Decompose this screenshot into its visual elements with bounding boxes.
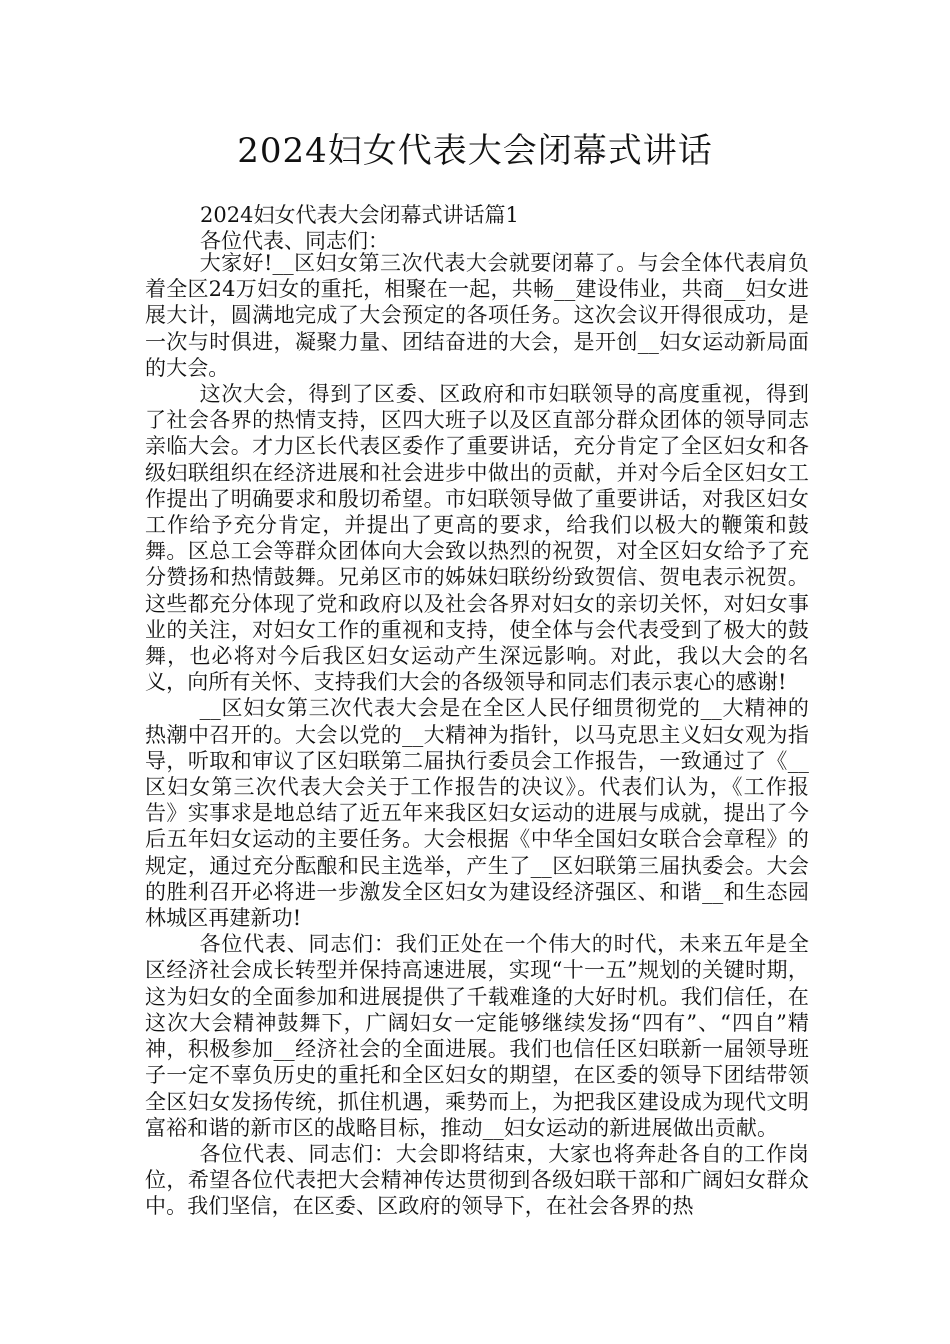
speech-body (145, 250, 809, 1220)
paragraph-1: 大家好!__区妇女第三次代表大会就要闭幕了。与会全体代表肩负着全区24万妇女的重托，相聚在一起，共畅__建设伟业，共商__妇女进展大计，圆满地完成了大会预定的各项任务。这次会议开得很成功，是一次与时俱进，凝聚力量、团结奋进的大会，是开创__妇女运动新局面的大会。 (145, 251, 809, 380)
greeting-line: 各位代表、同志们： (200, 229, 389, 253)
paragraph-4: 各位代表、同志们：我们正处在一个伟大的时代，未来五年是全区经济社会成长转型并保持高速进展，实现“十一五”规划的关键时期，这为妇女的全面参加和进展提供了千载难逢的大好时机。我们信任，在这次大会精神鼓舞下，广阔妇女一定能够继续发扬“四有”、“四自”精神，积极参加__经济社会的全面进展。我们也信任区妇联新一届领导班子一定不辜负历史的重托和全区妇女的期望，在区委的领导下团结带领全区妇女发扬传统，抓住机遇，乘势而上，为把我区建设成为现代文明富裕和谐的新市区的战略目标，推动__妇女运动的新进展做出贡献。 (145, 932, 809, 1140)
paragraph-2: 这次大会，得到了区委、区政府和市妇联领导的高度重视，得到了社会各界的热情支持，区四大班子以及区直部分群众团体的领导同志亲临大会。才力区长代表区委作了重要讲话，充分肯定了全区妇女和各级妇联组织在经济进展和社会进步中做出的贡献，并对今后全区妇女工作提出了明确要求和殷切希望。市妇联领导做了重要讲话，对我区妇女工作给予充分肯定，并提出了更高的要求，给我们以极大的鞭策和鼓舞。区总工会等群众团体向大会致以热烈的祝贺，对全区妇女给予了充分赞扬和热情鼓舞。兄弟区市的姊妹妇联纷纷致贺信、贺电表示祝贺。这些都充分体现了党和政府以及社会各界对妇女的亲切关怀，对妇女事业的关注，对妇女工作的重视和支持，使全体与会代表受到了极大的鼓舞，也必将对今后我区妇女运动产生深远影响。对此，我以大会的名义，向所有关怀、支持我们大会的各级领导和同志们表示衷心的感谢! (145, 382, 809, 695)
paragraph-3: __区妇女第三次代表大会是在全区人民仔细贯彻党的__大精神的热潮中召开的。大会以党的__大精神为指针，以马克思主义妇女观为指导，听取和审议了区妇联第二届执行委员会工作报告，一致通过了《__区妇女第三次代表大会关于工作报告的决议》。代表们认为，《工作报告》实事求是地总结了近五年来我区妇女运动的进展与成就，提出了今后五年妇女运动的主要任务。大会根据《中华全国妇女联合会章程》的规定，通过充分酝酿和民主选举，产生了__区妇联第三届执委会。大会的胜利召开必将进一步激发全区妇女为建设经济强区、和谐__和生态园林城区再建新功! (145, 696, 809, 931)
paragraph-5: 各位代表、同志们：大会即将结束，大家也将奔赴各自的工作岗位，希望各位代表把大会精神传达贯彻到各级妇联干部和广阔妇女群众中。我们坚信，在区委、区政府的领导下，在社会各界的热 (145, 1141, 809, 1219)
document-title: 2024妇女代表大会闭幕式讲话 (237, 131, 713, 171)
document-subtitle: 2024妇女代表大会闭幕式讲话篇1 (200, 203, 519, 227)
